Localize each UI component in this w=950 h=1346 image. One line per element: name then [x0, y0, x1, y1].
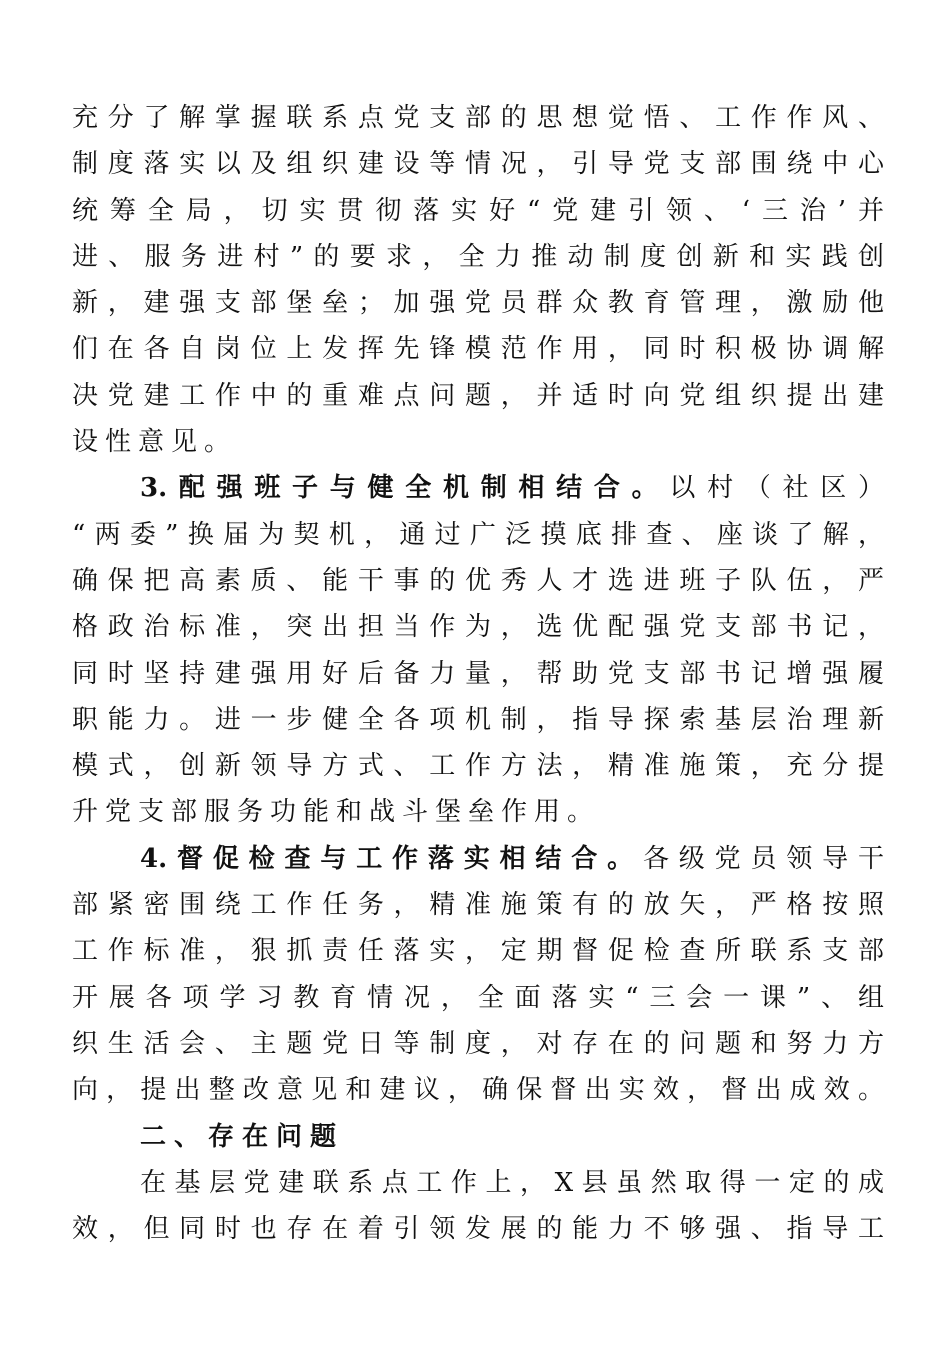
- paragraph-line: 进、服务进村”的要求，全力推动制度创新和实践创: [72, 241, 884, 272]
- section-3-title: 3.配强班子与健全机制相结合。: [140, 473, 670, 504]
- paragraph-line: 部紧密围绕工作任务，精准施策有的放矢，严格按照: [72, 890, 884, 921]
- document-body: [72, 95, 884, 1252]
- paragraph-line: 向，提出整改意见和建议，确保督出实效，督出成效。: [72, 1075, 884, 1106]
- section-4-first-text: 各级党员领导干: [642, 843, 884, 874]
- paragraph-line: 决党建工作中的重难点问题，并适时向党组织提出建: [72, 380, 884, 411]
- paragraph-line: 模式，创新领导方式、工作方法，精准施策，充分提: [72, 751, 884, 782]
- paragraph-line: 统筹全局，切实贯彻落实好“党建引领、‘三治’并: [72, 195, 884, 226]
- paragraph-line: 职能力。进一步健全各项机制，指导探索基层治理新: [72, 704, 884, 735]
- paragraph-line: “两委”换届为契机，通过广泛摸底排查、座谈了解，: [72, 519, 884, 550]
- paragraph-line: 织生活会、主题党日等制度，对存在的问题和努力方: [72, 1028, 884, 1059]
- section-3-first-text: 以村（社区）: [669, 473, 884, 504]
- paragraph-line: 工作标准，狠抓责任落实，定期督促检查所联系支部: [72, 936, 884, 967]
- paragraph-line: 在基层党建联系点工作上，X县虽然取得一定的成: [140, 1167, 884, 1198]
- paragraph-line: 制度落实以及组织建设等情况，引导党支部围绕中心: [72, 149, 884, 180]
- section-4-title: 4.督促检查与工作落实相结合。: [140, 843, 643, 874]
- paragraph-line: 确保把高素质、能干事的优秀人才选进班子队伍，严: [72, 565, 884, 596]
- paragraph-line: 们在各自岗位上发挥先锋模范作用，同时积极协调解: [72, 334, 884, 365]
- paragraph-line: 效，但同时也存在着引领发展的能力不够强、指导工: [72, 1214, 884, 1245]
- paragraph-line: 设性意见。: [72, 427, 238, 458]
- section-3-first-line: [72, 465, 884, 511]
- paragraph-line: 同时坚持建强用好后备力量，帮助党支部书记增强履: [72, 658, 884, 689]
- paragraph-line: 充分了解掌握联系点党支部的思想觉悟、工作作风、: [72, 103, 884, 133]
- section-4-first-line: [72, 836, 884, 882]
- paragraph-line: 升党支部服务功能和战斗堡垒作用。: [72, 797, 601, 828]
- paragraph-line: 开展各项学习教育情况，全面落实“三会一课”、组: [72, 982, 884, 1013]
- paragraph-line: 格政治标准，突出担当作为，选优配强党支部书记，: [72, 612, 884, 643]
- section-heading-problems: 二、存在问题: [140, 1121, 345, 1152]
- paragraph-line: 新，建强支部堡垒；加强党员群众教育管理，激励他: [72, 288, 884, 319]
